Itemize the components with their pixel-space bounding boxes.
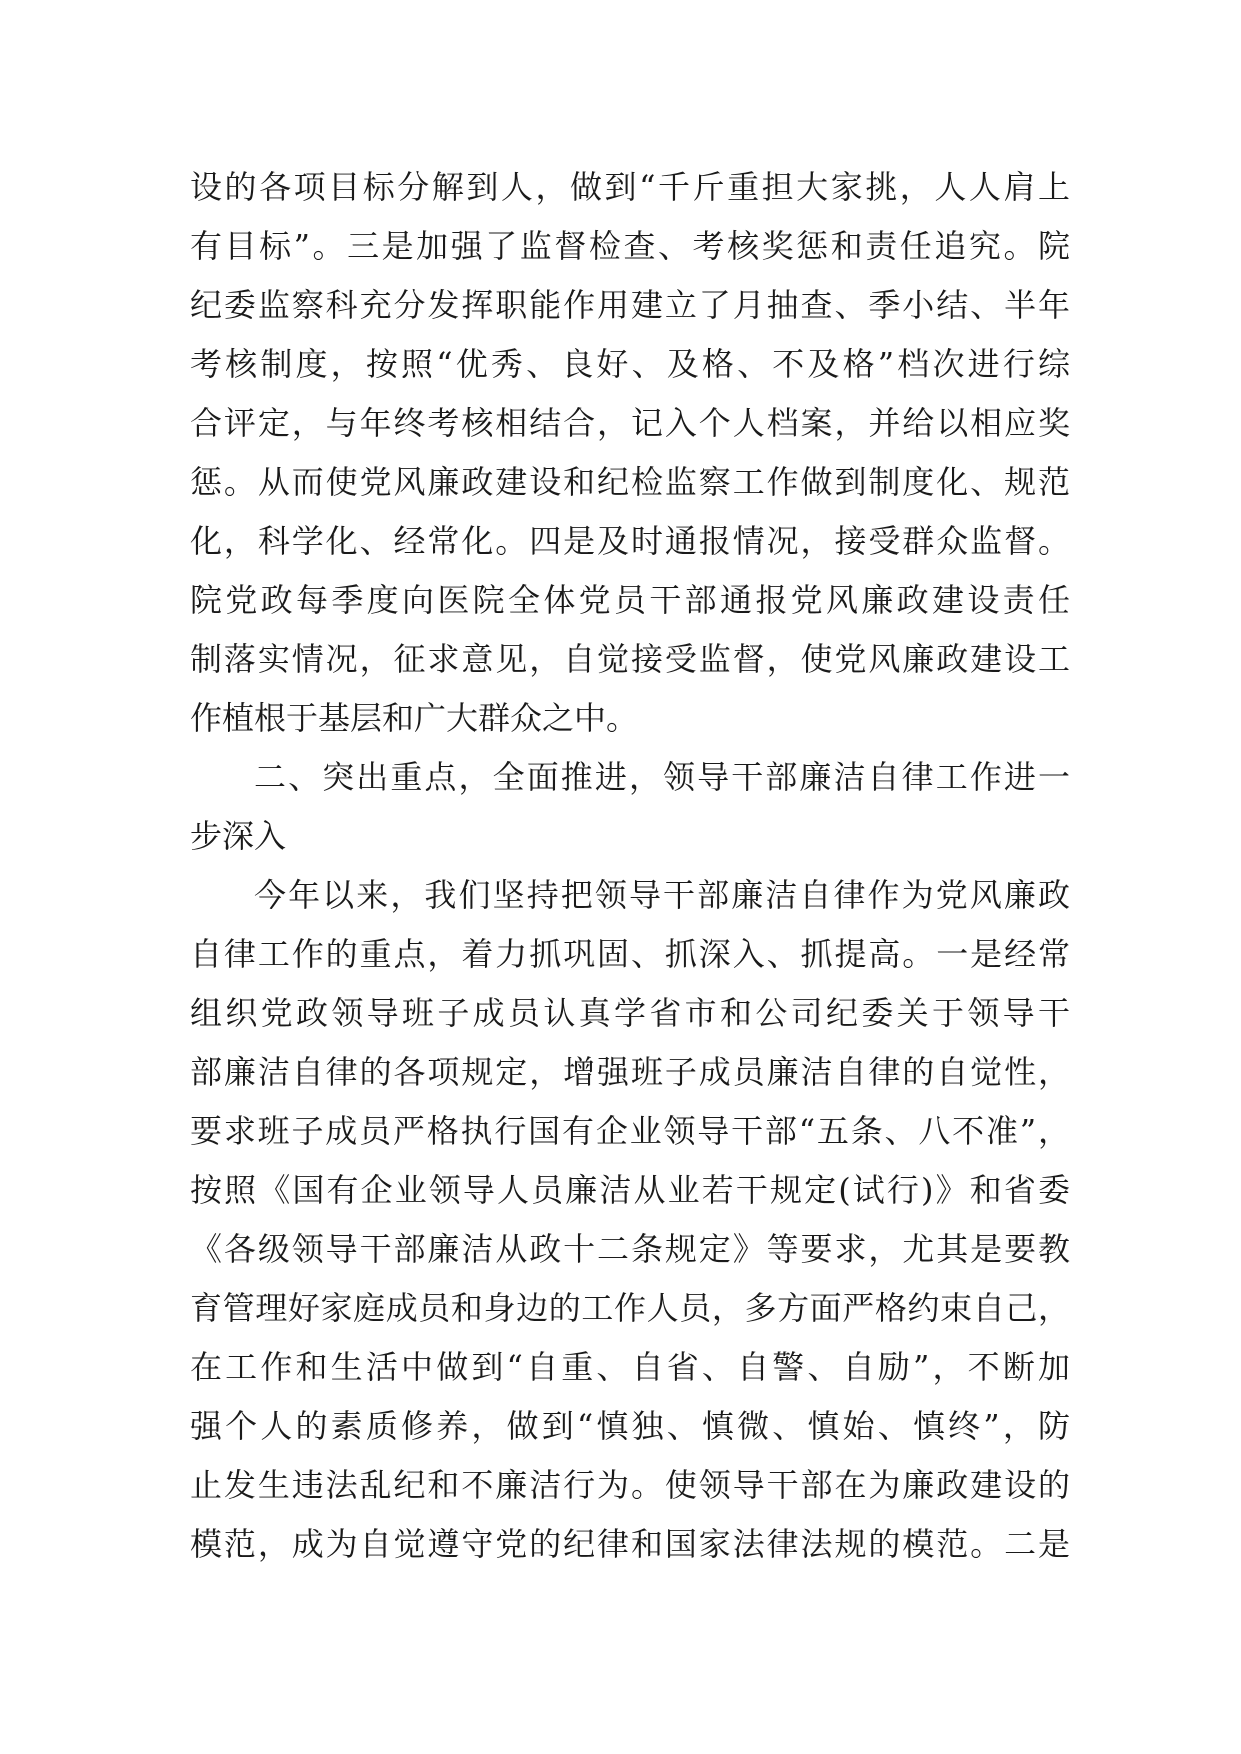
text-line: 合评定，与年终考核相结合，记入个人档案，并给以相应奖 xyxy=(190,404,1070,442)
text-line: 育管理好家庭成员和身边的工作人员，多方面严格约束自己， xyxy=(190,1289,1070,1327)
paragraph-self-discipline xyxy=(190,866,1070,1574)
text-line: 设的各项目标分解到人，做到“千斤重担大家挑，人人肩上 xyxy=(190,168,1070,206)
text-line: 要求班子成员严格执行国有企业领导干部“五条、八不准”， xyxy=(190,1112,1070,1150)
section-heading-line: 二、突出重点，全面推进，领导干部廉洁自律工作进一 xyxy=(254,758,1070,796)
text-line: 《各级领导干部廉洁从政十二条规定》等要求，尤其是要教 xyxy=(190,1230,1070,1268)
text-line: 强个人的素质修养，做到“慎独、慎微、慎始、慎终”，防 xyxy=(190,1407,1070,1445)
text-line: 化，科学化、经常化。四是及时通报情况，接受群众监督。 xyxy=(190,522,1070,560)
text-line: 院党政每季度向医院全体党员干部通报党风廉政建设责任 xyxy=(190,581,1070,619)
section-heading-two xyxy=(190,748,1070,866)
text-line: 有目标”。三是加强了监督检查、考核奖惩和责任追究。院 xyxy=(190,227,1070,265)
text-line: 止发生违法乱纪和不廉洁行为。使领导干部在为廉政建设的 xyxy=(190,1466,1070,1504)
text-line: 惩。从而使党风廉政建设和纪检监察工作做到制度化、规范 xyxy=(190,463,1070,501)
paragraph-responsibility-system xyxy=(190,158,1070,748)
text-line: 纪委监察科充分发挥职能作用建立了月抽查、季小结、半年 xyxy=(190,286,1070,324)
text-line: 按照《国有企业领导人员廉洁从业若干规定(试行)》和省委 xyxy=(190,1171,1070,1209)
text-line: 在工作和生活中做到“自重、自省、自警、自励”，不断加 xyxy=(190,1348,1070,1386)
document-body xyxy=(190,158,1070,1574)
section-heading-line: 步深入 xyxy=(190,817,287,855)
text-line: 制落实情况，征求意见，自觉接受监督，使党风廉政建设工 xyxy=(190,640,1070,678)
text-line: 作植根于基层和广大群众之中。 xyxy=(190,699,639,737)
text-line: 今年以来，我们坚持把领导干部廉洁自律作为党风廉政 xyxy=(254,876,1070,914)
text-line: 部廉洁自律的各项规定，增强班子成员廉洁自律的自觉性， xyxy=(190,1053,1070,1091)
text-line: 模范，成为自觉遵守党的纪律和国家法律法规的模范。二是 xyxy=(190,1525,1070,1563)
text-line: 考核制度，按照“优秀、良好、及格、不及格”档次进行综 xyxy=(190,345,1070,383)
text-line: 组织党政领导班子成员认真学省市和公司纪委关于领导干 xyxy=(190,994,1070,1032)
text-line: 自律工作的重点，着力抓巩固、抓深入、抓提高。一是经常 xyxy=(190,935,1070,973)
